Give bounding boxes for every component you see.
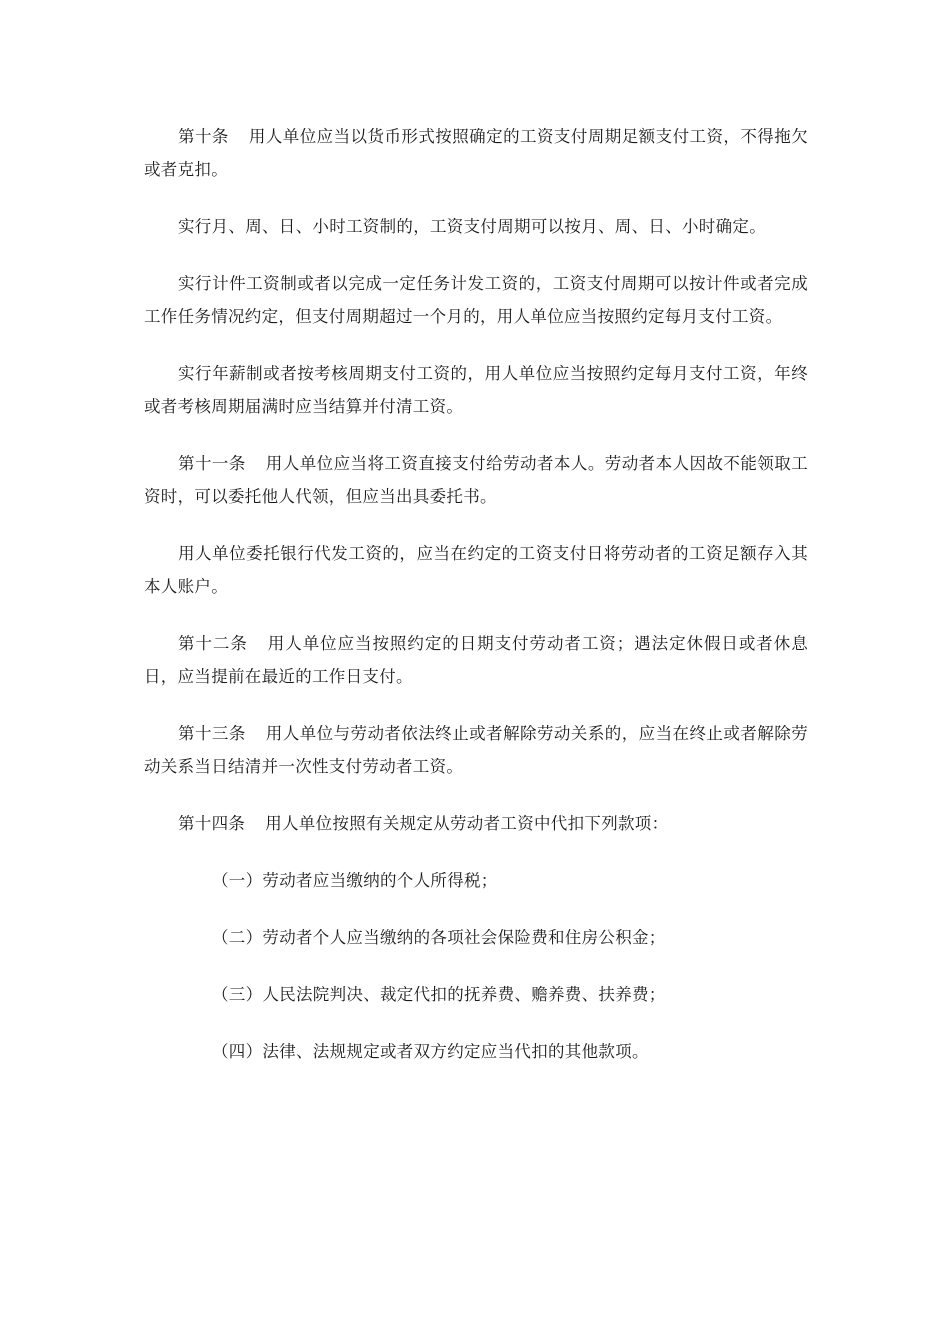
paragraph-text: 用人单位与劳动者依法终止或者解除劳动关系的，应当在终止或者解除劳动关系当日结清并一次性支付劳动者工资。 xyxy=(144,724,808,776)
document-body xyxy=(144,120,808,1092)
list-item: （四）法律、法规规定或者双方约定应当代扣的其他款项。 xyxy=(212,1042,649,1061)
paragraph-article-13 xyxy=(144,717,808,783)
paragraph-text: 实行月、周、日、小时工资制的，工资支付周期可以按月、周、日、小时确定。 xyxy=(178,217,766,236)
list-item: （二）劳动者个人应当缴纳的各项社会保险费和住房公积金； xyxy=(212,928,666,947)
paragraph-text: 用人单位应当按照约定的日期支付劳动者工资；遇法定休假日或者休息日，应当提前在最近的工作日支付。 xyxy=(144,634,808,686)
list-item: （一）劳动者应当缴纳的个人所得税； xyxy=(212,871,498,890)
article-number: 第十一条 xyxy=(178,454,246,473)
article-number: 第十三条 xyxy=(178,724,246,743)
paragraph-text: 用人单位应当将工资直接支付给劳动者本人。劳动者本人因故不能领取工资时，可以委托他人代领，但应当出具委托书。 xyxy=(144,454,808,506)
paragraph-text: 实行计件工资制或者以完成一定任务计发工资的，工资支付周期可以按计件或者完成工作任务情况约定，但支付周期超过一个月的，用人单位应当按照约定每月支付工资。 xyxy=(144,274,808,326)
paragraph-text: 用人单位应当以货币形式按照确定的工资支付周期足额支付工资，不得拖欠或者克扣。 xyxy=(144,127,809,179)
paragraph-article-10 xyxy=(144,120,808,186)
paragraph xyxy=(144,357,808,423)
paragraph xyxy=(144,537,808,603)
article-number: 第十二条 xyxy=(178,634,248,653)
article-number: 第十四条 xyxy=(178,814,246,833)
paragraph-text: 用人单位按照有关规定从劳动者工资中代扣下列款项： xyxy=(265,814,669,833)
paragraph xyxy=(144,267,808,333)
article-number: 第十条 xyxy=(178,127,229,146)
paragraph-article-14 xyxy=(144,807,808,840)
paragraph xyxy=(144,210,808,243)
list-item: （三）人民法院判决、裁定代扣的抚养费、赡养费、扶养费； xyxy=(212,985,666,1004)
paragraph-article-12 xyxy=(144,627,808,693)
paragraph-text: 实行年薪制或者按考核周期支付工资的，用人单位应当按照约定每月支付工资，年终或者考核周期届满时应当结算并付清工资。 xyxy=(144,364,808,416)
paragraph-text: 用人单位委托银行代发工资的，应当在约定的工资支付日将劳动者的工资足额存入其本人账户。 xyxy=(144,544,808,596)
paragraph-article-11 xyxy=(144,447,808,513)
